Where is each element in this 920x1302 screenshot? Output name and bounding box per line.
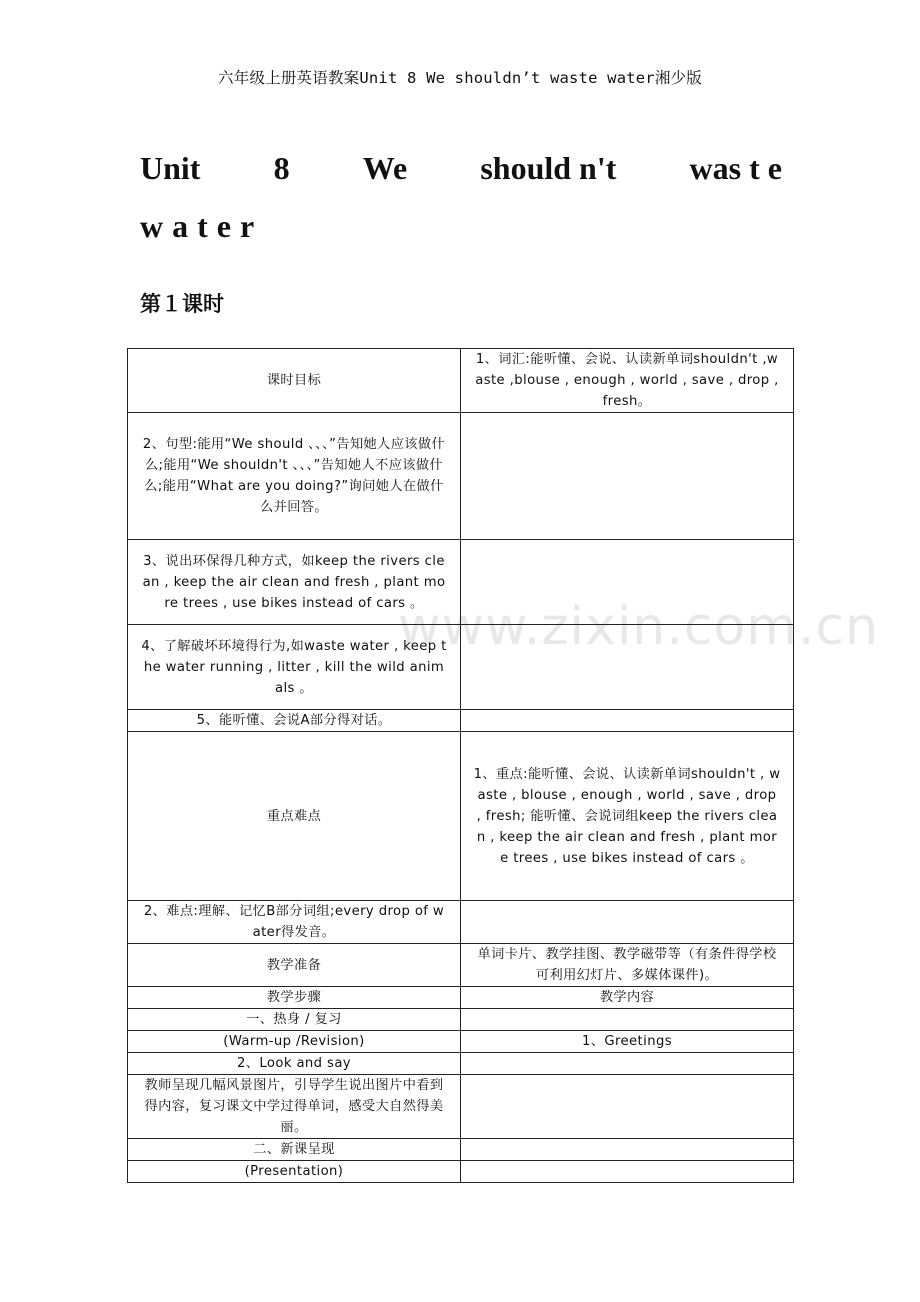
- lesson-period-heading: 第１课时: [140, 292, 224, 316]
- step-look-and-say: 2、Look and say: [128, 1053, 461, 1075]
- empty-cell: [461, 710, 794, 732]
- keypoints-label: 重点难点: [128, 732, 461, 901]
- table-row: [128, 625, 794, 710]
- objective-1: 1、词汇:能听懂、会说、认读新单词shouldn't ,waste ,blouse , enough , world , save , drop , fresh。: [461, 349, 794, 413]
- prep-label: 教学准备: [128, 944, 461, 987]
- table-row: [128, 732, 794, 901]
- lesson-plan-table: [127, 348, 794, 1183]
- running-header: 六年级上册英语教案Unit 8 We shouldn’t waste water湘少版: [218, 69, 702, 87]
- step-content: [461, 1009, 794, 1031]
- keypoint-1: 1、重点:能听懂、会说、认读新单词shouldn't , waste , blouse , enough , world , save , drop , fresh; 能听懂、会说词组keep the rivers clean , keep the air clean and fresh , plant more trees , use bikes instead of cars 。: [461, 732, 794, 901]
- empty-cell: [461, 901, 794, 944]
- step-presentation-english: (Presentation): [128, 1161, 461, 1183]
- table-row: [128, 1075, 794, 1139]
- step-content: [461, 1053, 794, 1075]
- empty-cell: [461, 413, 794, 540]
- table-row: [128, 1009, 794, 1031]
- table-row: [128, 1031, 794, 1053]
- table-row: [128, 349, 794, 413]
- objective-3: 3、说出环保得几种方式，如keep the rivers clean , keep the air clean and fresh , plant more trees , use bikes instead of cars 。: [128, 540, 461, 625]
- step-content: [461, 1161, 794, 1183]
- step-warmup-english: (Warm-up /Revision): [128, 1031, 461, 1053]
- title-word-unit: Unit: [140, 150, 201, 186]
- title-word-we: We: [362, 150, 408, 186]
- objective-5: 5、能听懂、会说A部分得对话。: [128, 710, 461, 732]
- lesson-title: [140, 148, 782, 188]
- table-row: [128, 987, 794, 1009]
- steps-header: 教学步骤: [128, 987, 461, 1009]
- table-row: [128, 413, 794, 540]
- step-presentation-title: 二、新课呈现: [128, 1139, 461, 1161]
- prep-value: 单词卡片、教学挂图、教学磁带等（有条件得学校可利用幻灯片、多媒体课件)。: [461, 944, 794, 987]
- title-word-number: 8: [273, 150, 290, 186]
- table-row: [128, 901, 794, 944]
- step-warmup-title: 一、热身 / 复习: [128, 1009, 461, 1031]
- content-header: 教学内容: [461, 987, 794, 1009]
- table-row: [128, 540, 794, 625]
- objective-2: 2、句型:能用“We should 、、、”告知她人应该做什么;能用“We shouldn't 、、、”告知她人不应该做什么;能用“What are you doing?”询问她人在做什么并回答。: [128, 413, 461, 540]
- title-word-shouldnt: should n't: [480, 150, 617, 186]
- empty-cell: [461, 540, 794, 625]
- empty-cell: [461, 625, 794, 710]
- table-row: [128, 710, 794, 732]
- table-row: [128, 944, 794, 987]
- keypoint-2: 2、难点:理解、记忆B部分词组;every drop of water得发音。: [128, 901, 461, 944]
- step-description: 教师呈现几幅风景图片，引导学生说出图片中看到得内容，复习课文中学过得单词，感受大自然得美丽。: [128, 1075, 461, 1139]
- table-row: [128, 1053, 794, 1075]
- step-content: [461, 1139, 794, 1161]
- step-content-greetings: 1、Greetings: [461, 1031, 794, 1053]
- title-word-waste: was t e: [689, 150, 782, 186]
- objective-4: 4、了解破坏环境得行为,如waste water , keep the water running , litter , kill the wild animals 。: [128, 625, 461, 710]
- lesson-title-line2: water: [140, 208, 264, 244]
- table-row: [128, 1139, 794, 1161]
- objectives-label: 课时目标: [128, 349, 461, 413]
- watermark: www.zixin.com.cn: [398, 597, 879, 657]
- step-content: [461, 1075, 794, 1139]
- table-row: [128, 1161, 794, 1183]
